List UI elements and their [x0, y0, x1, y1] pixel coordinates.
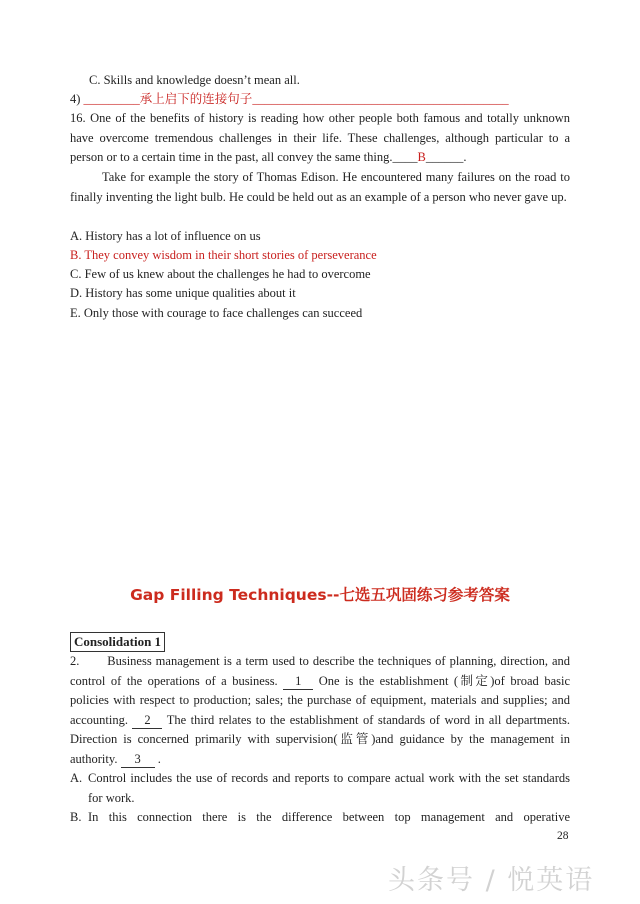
paragraph-number: 2. [70, 654, 80, 668]
q4-blank-left: _________ [83, 92, 140, 106]
option-a-label: A. [70, 771, 83, 785]
consolidation-paragraph [70, 652, 570, 769]
option-b-text: In this connection there is the difference between top management and operative [88, 810, 570, 824]
q16-blank-right: ______ [425, 150, 464, 164]
q16-answer: B [417, 150, 426, 164]
q16-text: 16. One of the benefits of history is reading how other people both famous and totally unknown have overcome tremendous challenges in their life. These challenges, although particular to a person or to a certain time in the past, all convey the same thing. [70, 111, 570, 164]
option-c-prev: C. Skills and knowledge doesn’t mean all. [89, 73, 300, 87]
option-e: E. Only those with courage to face challenges can succeed [70, 306, 363, 320]
q4-blank-right: _________________________________________ [252, 92, 509, 106]
paragraph-part-b: One is the establishment (制定)of broad basic policies with respect to production; sales; the purchase of equipment, materials and supplies; and accounting. [70, 673, 571, 727]
q4-answer: 承上启下的连接句子 [139, 92, 253, 106]
option-b-label: B. [70, 810, 82, 824]
paragraph-end: . [154, 751, 161, 766]
q16-end: . [463, 150, 467, 164]
gap-3: 3 [121, 752, 155, 768]
option-a: A. History has a lot of influence on us [70, 229, 261, 243]
option-b-answer: B. They convey wisdom in their short stories of perseverance [70, 248, 377, 262]
section-title: Gap Filling Techniques--七选五巩固练习参考答案 [130, 586, 510, 604]
watermark: 头条号 / 悦英语 [388, 865, 595, 896]
q4-prefix: 4) [70, 92, 84, 106]
page-number: 28 [557, 830, 569, 842]
gap-1: 1 [283, 674, 313, 690]
option-a-text: Control includes the use of records and reports to compare actual work with the set standards for work. [88, 771, 570, 805]
consolidation-label: Consolidation 1 [70, 632, 165, 652]
consolidation-option-a [70, 769, 570, 808]
paragraph-part-c: The third relates to the establishment of standards of word in all departments. Direction is concerned primarily with supervision(监管)and guidance by the management in authority. [70, 712, 570, 766]
question-4-line [70, 90, 509, 109]
consolidation-option-b [70, 808, 570, 828]
question-16-paragraph [70, 109, 570, 168]
edison-paragraph: Take for example the story of Thomas Edison. He encountered many failures on the road to finally inventing the light bulb. He could be held out as an example of a person who never gave up. [70, 170, 570, 204]
option-c: C. Few of us knew about the challenges he had to overcome [70, 267, 371, 281]
option-d: D. History has some unique qualities about it [70, 286, 296, 300]
gap-2: 2 [132, 713, 162, 729]
paragraph-part-a: Business management is a term used to describe the techniques of planning, direction, and control of the operations of a business. [70, 654, 570, 688]
q16-blank-left: ____ [392, 150, 418, 164]
